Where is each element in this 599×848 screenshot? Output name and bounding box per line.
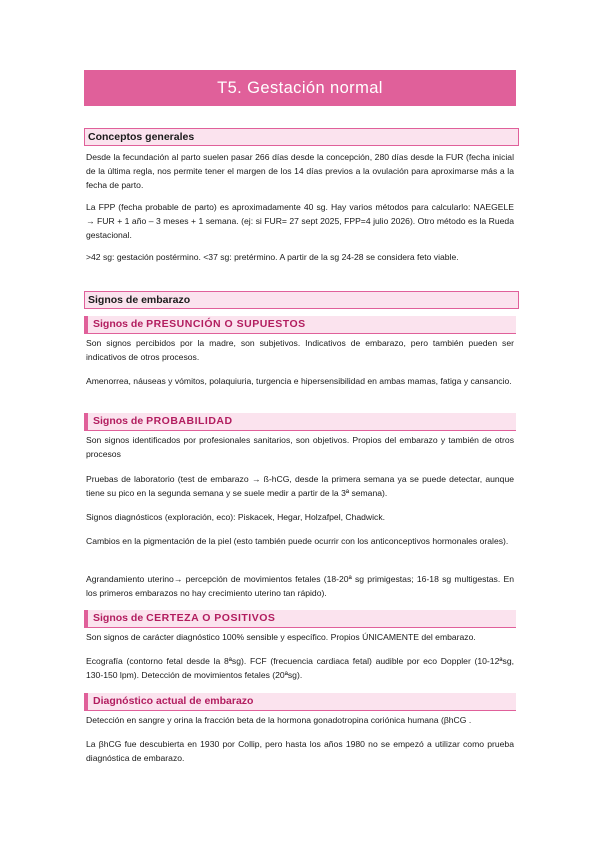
subheading-accent-bar [84, 316, 88, 333]
probabilidad-paragraph-5: Agrandamiento uterino→ percepción de movimientos fetales (18-20ª sg primigestas; 16-18 sg multigestas. En los primeros embarazos no hay crecimiento uterino tan rápido). [86, 574, 514, 598]
subheading-prefix: Signos de [93, 415, 147, 427]
subheading-certeza [84, 610, 516, 628]
diagnostico-paragraph-2: La βhCG fue descubierta en 1930 por Collip, pero hasta los años 1980 no se empezó a utilizar como prueba diagnóstica de embarazo. [86, 739, 514, 763]
certeza-paragraph-1: Son signos de carácter diagnóstico 100% sensible y específico. Propios ÚNICAMENTE del embarazo. [86, 632, 476, 642]
probabilidad-paragraph-3: Signos diagnósticos (exploración, eco): Piskacek, Hegar, Holzafpel, Chadwick. [86, 512, 386, 522]
section-heading-conceptos: Conceptos generales [84, 128, 519, 146]
subheading-caps: CERTEZA O POSITIVOS [146, 612, 276, 624]
subheading-caps: PRESUNCIÓN O SUPUESTOS [146, 318, 306, 330]
subheading-diagnostico [84, 693, 516, 711]
presuncion-paragraph-1: Son signos percibidos por la madre, son subjetivos. Indicativos de embarazo, pero también pueden ser indicativos de otros procesos. [86, 338, 514, 362]
subheading-accent-bar [84, 610, 88, 627]
conceptos-paragraph-1: Desde la fecundación al parto suelen pasar 266 días desde la concepción, 280 días desde la FUR (fecha inicial de la última regla, nos permite tener el margen de los 14 días previos a la ovulación para aproximarse más a la fecha de parto. [86, 152, 514, 190]
diagnostico-paragraph-1: Detección en sangre y orina la fracción beta de la hormona gonadotropina coriónica humana (βhCG . [86, 715, 472, 725]
subheading-accent-bar [84, 693, 88, 710]
subheading-prefix: Signos de [93, 612, 147, 624]
certeza-paragraph-2: Ecografía (contorno fetal desde la 8ªsg). FCF (frecuencia cardiaca fetal) audible por eco Doppler (10-12ªsg, 130-150 lpm). Detección de movimientos fetales (20ªsg). [86, 656, 514, 680]
conceptos-paragraph-3: >42 sg: gestación postérmino. <37 sg: pretérmino. A partir de la sg 24-28 se considera feto viable. [86, 252, 459, 262]
conceptos-paragraph-2: La FPP (fecha probable de parto) es aproximadamente 40 sg. Hay varios métodos para calcularlo: NAEGELE → FUR + 1 año – 3 meses + 1 semana. (ej: si FUR= 27 sept 2025, FPP=4 julio 2026). Otro método es la Rueda gestacional. [86, 202, 514, 240]
presuncion-paragraph-2: Amenorrea, náuseas y vómitos, polaquiuria, turgencia e hipersensibilidad en ambas mamas, fatiga y cansancio. [86, 376, 512, 386]
subheading-presuncion [84, 316, 516, 334]
document-title: T5. Gestación normal [217, 78, 383, 97]
document-title-banner [84, 70, 516, 106]
probabilidad-paragraph-4: Cambios en la pigmentación de la piel (esto también puede ocurrir con los anticonceptivos hormonales orales). [86, 536, 509, 546]
probabilidad-paragraph-2: Pruebas de laboratorio (test de embarazo → ß-hCG, desde la primera semana ya se puede detectar, aunque tiene su pico en la segunda semana y se suele medir a partir de la 3ª semana). [86, 474, 514, 498]
subheading-prefix: Signos de [93, 318, 147, 330]
subheading-caps: PROBABILIDAD [146, 415, 233, 427]
subheading-title: Diagnóstico actual de embarazo [93, 695, 254, 707]
subheading-accent-bar [84, 413, 88, 430]
probabilidad-paragraph-1: Son signos identificados por profesionales sanitarios, son objetivos. Propios del embarazo y también de otros procesos [86, 435, 514, 459]
subheading-probabilidad [84, 413, 516, 431]
section-heading-signos: Signos de embarazo [84, 291, 519, 309]
